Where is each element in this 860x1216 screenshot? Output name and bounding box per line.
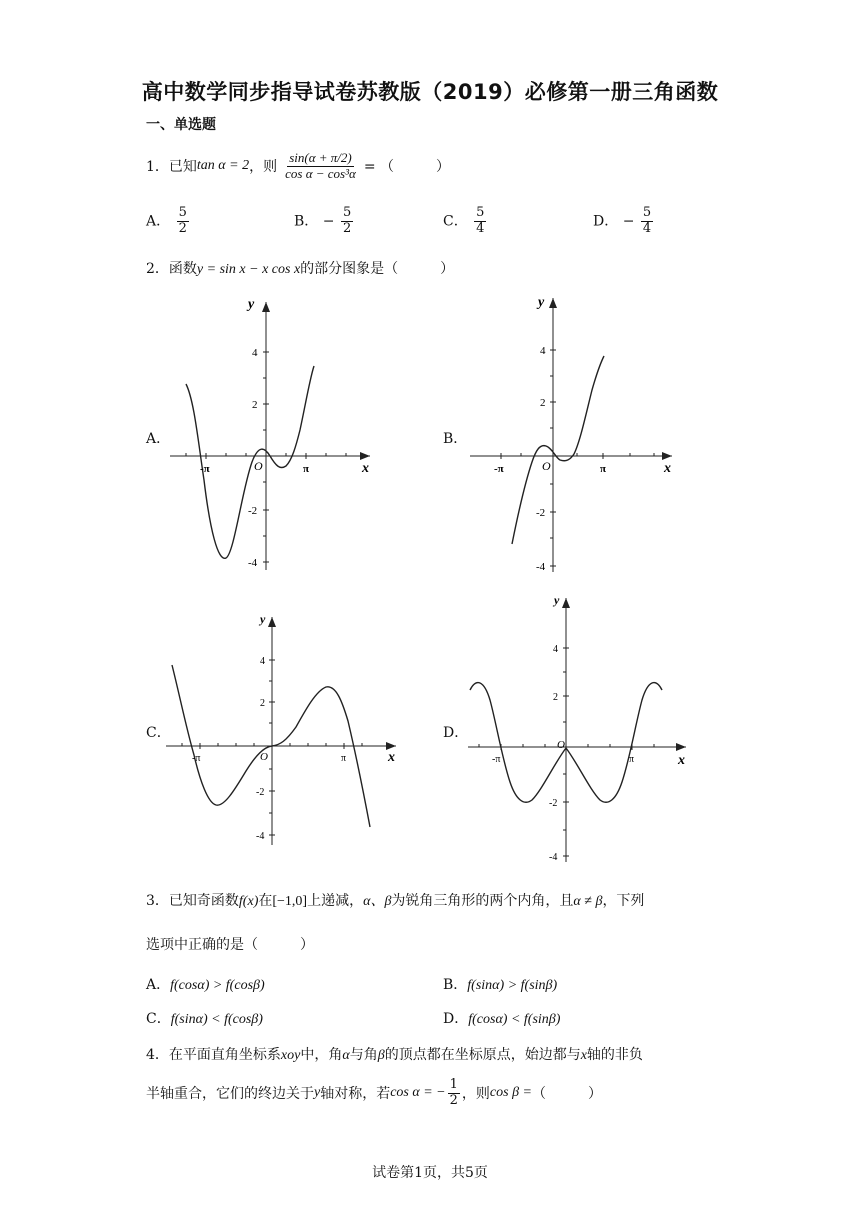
q3-interval: [−1,0] <box>272 894 308 909</box>
question-number: 1． <box>146 159 169 175</box>
q1-condition: tan α = 2 <box>196 158 250 173</box>
q2-formula: y = sin x − x cos x <box>196 262 301 277</box>
tick-label: 4 <box>553 644 558 655</box>
option-numerator: 5 <box>178 205 187 220</box>
option-numerator: 5 <box>342 205 352 220</box>
q4-text: 中，角 <box>300 1047 343 1063</box>
q1-text-pre: 已知 <box>168 159 197 175</box>
q4-line-2 <box>146 1076 602 1110</box>
tick-label: -4 <box>248 557 258 569</box>
question-2 <box>146 258 454 278</box>
tick-label: 2 <box>260 698 265 709</box>
option-sign: − <box>322 213 335 230</box>
question-number: 4． <box>146 1047 169 1063</box>
question-number: 3． <box>146 893 169 909</box>
q4-text: 轴对称，若 <box>320 1086 391 1102</box>
q3-text: 在 <box>258 893 273 909</box>
q4-x: x <box>580 1048 587 1063</box>
page-title: 高中数学同步指导试卷苏教版（2019）必修第一册三角函数 <box>141 80 719 104</box>
q1-fraction <box>283 151 358 182</box>
q2-option-c-label[interactable]: C． <box>146 725 171 741</box>
question-1 <box>146 142 450 190</box>
q3-option-c[interactable] <box>146 1008 263 1028</box>
tick-label: -2 <box>256 787 265 798</box>
q3-line-2: 选项中正确的是（ ） <box>146 937 314 953</box>
q4-text: （ ） <box>532 1086 602 1102</box>
neg-pi-label: -π <box>192 753 201 764</box>
tick-label: -4 <box>549 852 558 863</box>
x-axis-label: x <box>388 750 395 765</box>
q1-option-d[interactable] <box>593 206 655 237</box>
q4-fraction-numerator: 1 <box>449 1076 458 1092</box>
graph-option-a[interactable] <box>160 290 400 580</box>
tick-label: -2 <box>549 798 558 809</box>
tick-label: 2 <box>553 692 558 703</box>
q1-option-c[interactable] <box>443 206 488 237</box>
q4-cos-alpha: cos α = − <box>390 1085 446 1100</box>
tick-label: -4 <box>536 561 546 573</box>
origin-label: O <box>260 751 268 763</box>
pi-label: π <box>600 463 607 475</box>
q1-fraction-numerator: sin(α + π/2) <box>289 149 352 165</box>
option-letter: D． <box>443 1011 469 1027</box>
q4-text: 轴的非负 <box>586 1047 643 1063</box>
option-letter: B． <box>294 213 319 230</box>
q4-cos-beta: cos β = <box>489 1085 532 1100</box>
neg-pi-label: -π <box>200 463 210 475</box>
y-axis-label: y <box>554 593 560 607</box>
q4-alpha: α <box>342 1048 350 1063</box>
tick-label: -4 <box>256 831 265 842</box>
graph-option-c[interactable] <box>160 605 410 850</box>
q2-option-a-label[interactable]: A． <box>146 431 171 447</box>
option-sign: − <box>622 213 635 230</box>
q4-text: 的顶点都在坐标原点，始边都与 <box>384 1047 581 1063</box>
tick-label: 2 <box>540 397 546 409</box>
q3-text: 上递减， <box>307 893 364 909</box>
tick-label: 4 <box>260 656 265 667</box>
q4-y: y <box>314 1085 321 1100</box>
x-axis-label: x <box>664 461 671 476</box>
question-number: 2． <box>146 261 169 277</box>
q4-beta: β <box>377 1048 385 1063</box>
q3-text: ，下列 <box>602 893 645 909</box>
pi-label: π <box>303 463 310 475</box>
x-axis-label: x <box>678 753 685 768</box>
question-3 <box>146 890 644 910</box>
option-denominator: 4 <box>476 220 485 236</box>
option-letter: C． <box>443 213 468 230</box>
y-axis-label: y <box>260 612 266 626</box>
q3-option-d[interactable] <box>443 1008 560 1028</box>
option-numerator: 5 <box>642 205 652 220</box>
option-expression: f(cosα) > f(cosβ) <box>170 978 265 993</box>
option-numerator: 5 <box>476 205 485 220</box>
option-expression: f(cosα) < f(sinβ) <box>468 1012 561 1027</box>
option-letter: D． <box>593 213 619 230</box>
q4-text: 与角 <box>349 1047 378 1063</box>
q3-condition: α ≠ β <box>573 894 603 909</box>
q2-text-pre: 函数 <box>168 261 197 277</box>
origin-label: O <box>254 459 263 473</box>
x-axis-label: x <box>362 461 369 476</box>
q4-coordinate-system: xoy <box>280 1048 301 1063</box>
q3-text: 为锐角三角形的两个内角，且 <box>391 893 574 909</box>
graph-b-curve <box>512 356 607 544</box>
q3-option-a[interactable] <box>146 974 265 994</box>
q2-text-post: 的部分图象是（ ） <box>300 261 455 277</box>
pi-label: π <box>629 754 635 765</box>
option-denominator: 4 <box>642 220 652 236</box>
option-denominator: 2 <box>342 220 352 236</box>
q1-text-post: = （ ） <box>363 159 451 175</box>
q1-option-a[interactable] <box>146 206 191 237</box>
q1-text-mid: ，则 <box>249 159 278 175</box>
q3-text: 已知奇函数 <box>168 893 239 909</box>
origin-label: O <box>542 459 551 473</box>
section-heading: 一、单选题 <box>146 117 216 133</box>
y-axis-label: y <box>248 297 255 312</box>
tick-label: 2 <box>252 399 258 411</box>
q1-fraction-denominator: cos α − cos³α <box>285 165 356 181</box>
question-4 <box>146 1044 643 1064</box>
q4-text: 在平面直角坐标系 <box>168 1047 281 1063</box>
option-expression: f(sinα) > f(sinβ) <box>467 978 558 993</box>
q4-text: ，则 <box>461 1086 490 1102</box>
q3-function: f(x) <box>238 894 259 909</box>
page-footer: 试卷第1页，共5页 <box>372 1165 488 1181</box>
option-letter: A． <box>146 213 171 230</box>
option-expression: f(sinα) < f(cosβ) <box>170 1012 263 1027</box>
tick-label: 4 <box>540 345 546 357</box>
q2-option-d-label[interactable]: D． <box>443 725 469 741</box>
q2-option-b-label[interactable]: B． <box>443 431 468 447</box>
origin-label: O <box>557 739 565 751</box>
neg-pi-label: -π <box>494 463 504 475</box>
q4-fraction-denominator: 2 <box>449 1092 458 1108</box>
q1-option-b[interactable] <box>294 206 355 237</box>
option-letter: C． <box>146 1011 171 1027</box>
q3-angles: α、β <box>363 894 392 909</box>
option-denominator: 2 <box>178 220 187 236</box>
q4-text: 半轴重合，它们的终边关于 <box>146 1086 314 1102</box>
tick-label: 4 <box>252 347 258 359</box>
option-letter: A． <box>146 977 171 993</box>
tick-label: -2 <box>248 505 258 517</box>
graph-option-b[interactable] <box>460 290 690 580</box>
tick-label: -2 <box>536 507 546 519</box>
option-letter: B． <box>443 977 468 993</box>
pi-label: π <box>341 753 347 764</box>
neg-pi-label: -π <box>492 754 501 765</box>
q3-option-b[interactable] <box>443 974 557 994</box>
y-axis-label: y <box>538 295 545 310</box>
graph-option-d[interactable] <box>460 590 700 870</box>
